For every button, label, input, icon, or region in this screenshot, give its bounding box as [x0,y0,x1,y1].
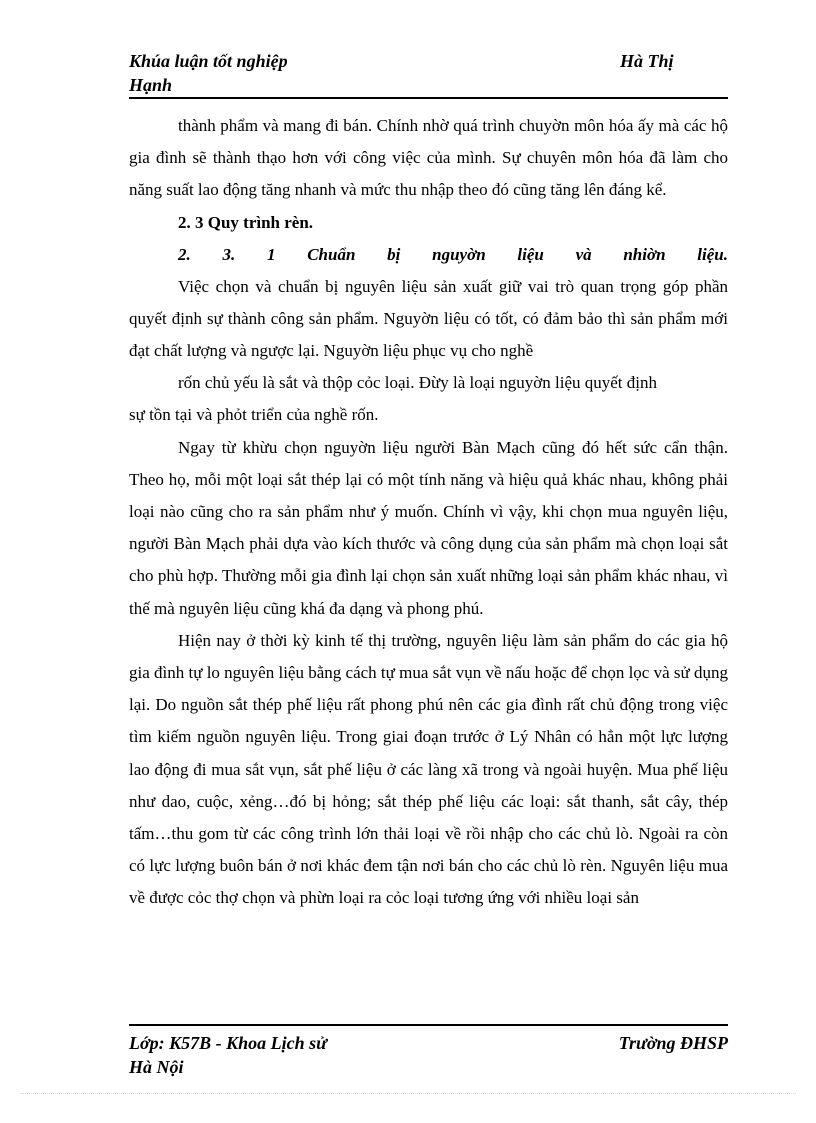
page-edge-divider [20,1093,796,1094]
paragraph-4: Hiện nay ở thời kỳ kinh tế thị trường, nguyên liệu làm sản phẩm do các gia hộ gia đình tự lo nguyên liệu bằng cách tự mua sắt vụn về nấu hoặc để chọn lọc và sử dụng lại. Do nguồn sắt thép phế liệu rất phong phú nên các gia đình rất chủ động trong việc tìm kiếm nguồn nguyên liệu. Trong giai đoạn trước ở Lý Nhân có hẳn một lực lượng lao động đi mua sắt vụn, sắt phế liệu ở các làng xã trong và ngoài huyện. Mua phế liệu như dao, cuộc, xẻng…đó bị hỏng; sắt thép phế liệu các loại: sắt thanh, sắt cây, thép tấm…thu gom từ các công trình lớn thải loại về rồi nhập cho các chủ lò. Ngoài ra còn có lực lượng buôn bán ở nơi khác đem tận nơi bán cho các chủ lò rèn. Nguyên liệu mua về được cỏc thợ chọn và phừn loại ra cỏc loại tương ứng với nhiều loại sản [129,630,728,908]
footer-rule [129,1024,728,1026]
header-author-name: Hà Thị [620,51,674,71]
page-header [129,50,728,95]
subsection-heading: 2. 3. 1 Chuẩn bị nguyờn liệu và nhiờn liệu. [178,244,728,264]
page-body [129,110,728,915]
footer-city: Hà Nội [129,1057,184,1077]
paragraph-2-end: sự tồn tại và phỏt triển của nghề rốn. [129,405,379,425]
paragraph-2: Việc chọn và chuẩn bị nguyên liệu sản xuất giữ vai trò quan trọng góp phần quyết định sự thành công sản phẩm. Nguyờn liệu có tốt, có đảm bảo thì sản phẩm mới đạt chất lượng và ngược lại. Nguyờn liệu phục vụ cho nghề [129,276,728,361]
header-thesis-title: Khúa luận tốt nghiệp [129,51,288,71]
paragraph-3: Ngay từ khừu chọn nguyờn liệu người Bàn Mạch cũng đó hết sức cẩn thận. Theo họ, mỗi một loại sắt thép lại có một tính năng và hiệu quả khác nhau, không phải loại nào cũng cho ra sản phẩm như ý muốn. Chính vì vậy, khi chọn mua nguyên liệu, người Bàn Mạch phải dựa vào kích thước và công dụng của sản phẩm mà chọn loại sắt cho phù hợp. Thường mỗi gia đình lại chọn sản xuất những loại sản phẩm khác nhau, vì thế mà nguyên liệu cũng khá đa dạng và phong phú. [129,437,728,618]
paragraph-1: thành phẩm và mang đi bán. Chính nhờ quá trình chuyờn môn hóa ấy mà các hộ gia đình sẽ thành thạo hơn với công việc của mình. Sự chuyên môn hóa đã làm cho năng suất lao động tăng nhanh và mức thu nhập theo đó cũng tăng lên đáng kể. [129,116,728,200]
header-rule [129,97,728,99]
footer-class: Lớp: K57B - Khoa Lịch sử [129,1033,327,1053]
section-heading: 2. 3 Quy trình rèn. [178,212,314,232]
footer-university: Trường ĐHSP [618,1033,728,1053]
header-author-name-cont: Hạnh [129,75,173,95]
paragraph-2-line: rốn chủ yếu là sắt và thộp cỏc loại. Đừy là loại nguyờn liệu quyết định [178,373,657,393]
